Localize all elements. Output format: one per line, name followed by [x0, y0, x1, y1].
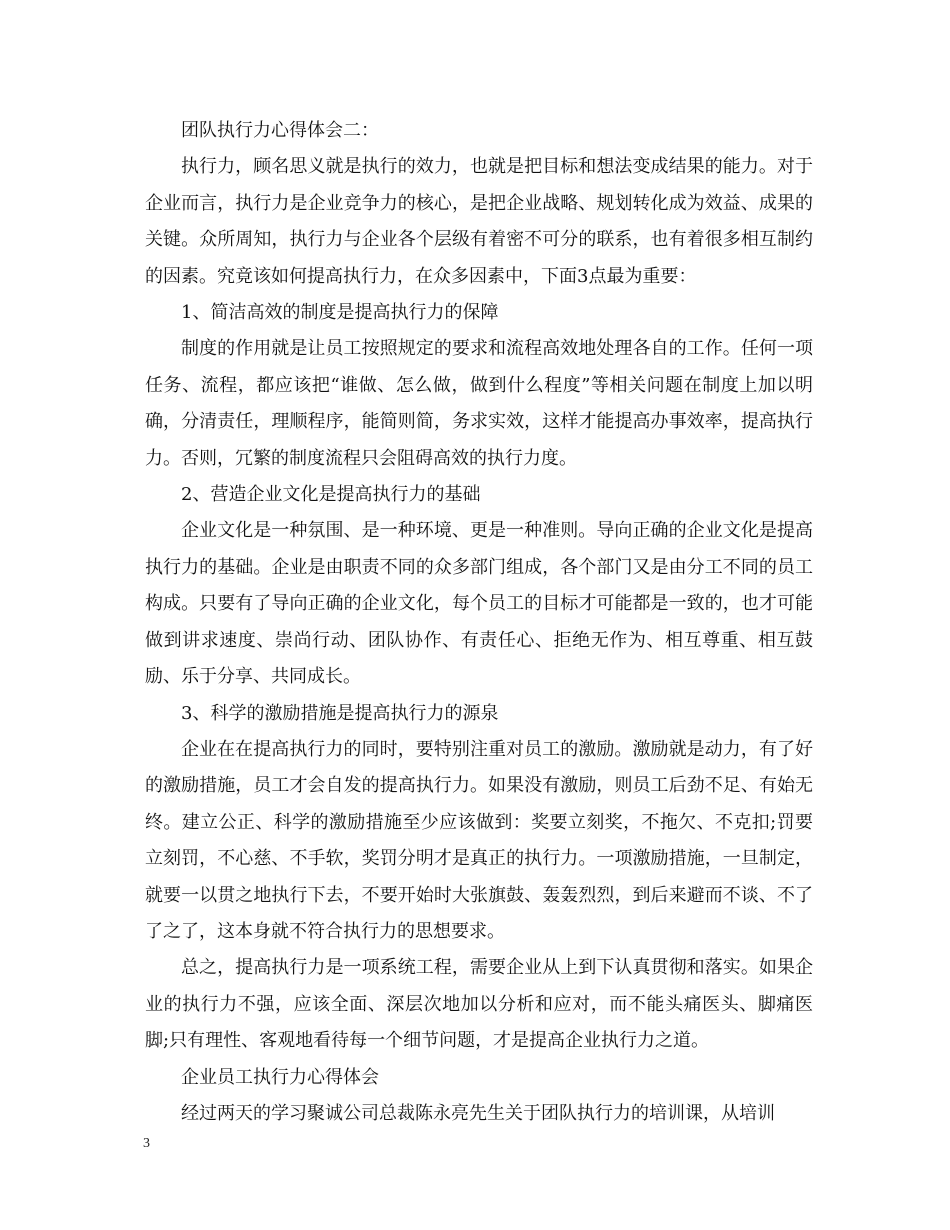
point-heading: 3、科学的激励措施是提高执行力的源泉	[181, 702, 499, 724]
point-heading: 1、简洁高效的制度是提高执行力的保障	[181, 302, 499, 324]
point-heading: 2、营造企业文化是提高执行力的基础	[181, 484, 481, 506]
body-paragraph: 企业在在提高执行力的同时，要特别注重对员工的激励。激励就是动力，有了好的激励措施，员工才会自发的提高执行力。如果没有激励，则员工后劲不足、有始无终。建立公正、科学的激励措施至少应该做到：奖要立刻奖，不拖欠、不克扣;罚要立刻罚，不心慈、不手软，奖罚分明才是真正的执行力。一项激励措施，一旦制定，就要一以贯之地执行下去，不要开始时大张旗鼓、轰轰烈烈，到后来避而不谈、不了了之了，这本身就不符合执行力的思想要求。	[145, 738, 813, 942]
section-heading: 团队执行力心得体会二：	[181, 120, 379, 141]
body-paragraph: 执行力，顾名思义就是执行的效力，也就是把目标和想法变成结果的能力。对于企业而言，执行力是企业竞争力的核心，是把企业战略、规划转化成为效益、成果的关键。众所周知，执行力与企业各个层级有着密不可分的联系，也有着很多相互制约的因素。究竟该如何提高执行力，在众多因素中，下面3点最为重要：	[145, 156, 813, 287]
body-paragraph: 总之，提高执行力是一项系统工程，需要企业从上到下认真贯彻和落实。如果企业的执行力不强，应该全面、深层次地加以分析和应对，而不能头痛医头、脚痛医脚;只有理性、客观地看待每一个细节问题，才是提高企业执行力之道。	[145, 957, 813, 1052]
body-paragraph: 制度的作用就是让员工按照规定的要求和流程高效地处理各自的工作。任何一项任务、流程，都应该把“谁做、怎么做，做到什么程度”等相关问题在制度上加以明确，分清责任，理顺程序，能简则简，务求实效，这样才能提高办事效率，提高执行力。否则，冗繁的制度流程只会阻碍高效的执行力度。	[145, 338, 813, 469]
body-paragraph: 经过两天的学习聚诚公司总裁陈永亮先生关于团队执行力的培训课，从培训	[181, 1102, 775, 1124]
document-body	[145, 113, 813, 1132]
body-paragraph: 企业文化是一种氛围、是一种环境、更是一种准则。导向正确的企业文化是提高执行力的基础。企业是由职责不同的众多部门组成，各个部门又是由分工不同的员工构成。只要有了导向正确的企业文化，每个员工的目标才可能都是一致的，也才可能做到讲求速度、崇尚行动、团队协作、有责任心、拒绝无作为、相互尊重、相互鼓励、乐于分享、共同成长。	[145, 520, 813, 688]
section-heading: 企业员工执行力心得体会	[181, 1066, 379, 1088]
page-number: 3	[143, 1136, 150, 1151]
